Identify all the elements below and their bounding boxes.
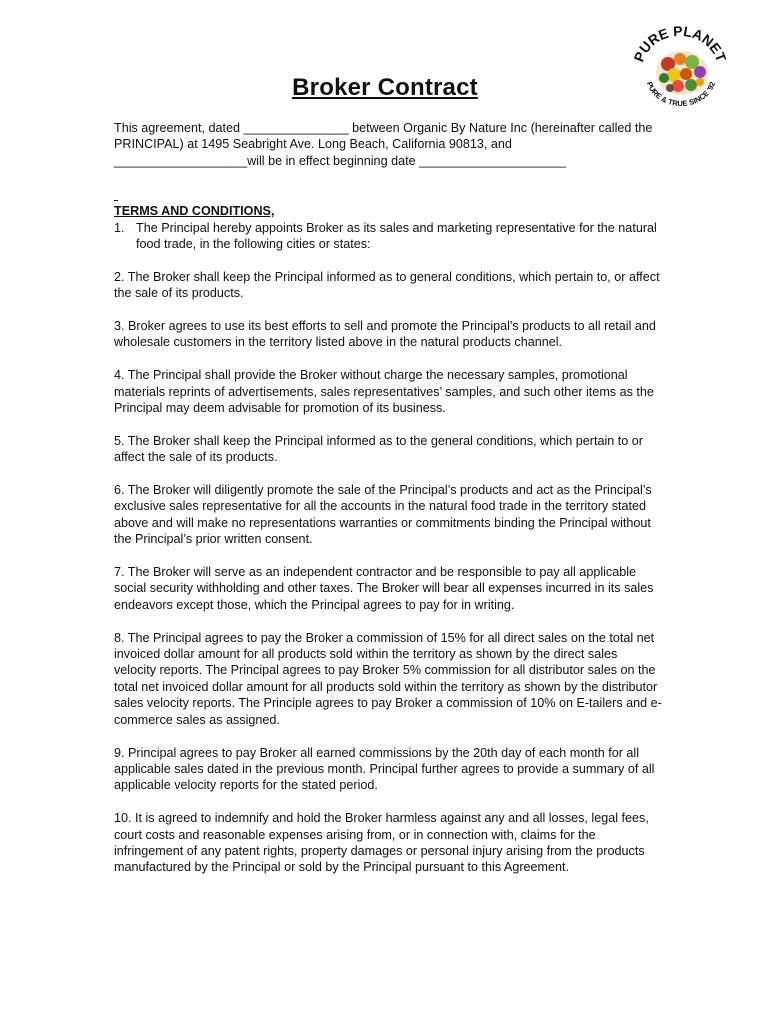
clause-8: 8. The Principal agrees to pay the Broker a commission of 15% for all direct sales on the total net invoiced dollar amount for all products sold within the territory as shown by the direct sales velocity reports. The Principal agrees to pay Broker 5% commission for all distributor sales on the total net invoiced dollar amount for all products sold within the territory as shown by the distributor sales velocity reports. The Principle agrees to pay Broker a commission of 10% on E-tailers and e-commerce sales as assigned. (114, 630, 662, 727)
intro-paragraph: This agreement, dated _______________ between Organic By Nature Inc (hereinafter called the PRINCIPAL) at 1495 Seabright Ave. Long Beach, California 90813, and ___________________will be in effect beginning date _____________________ (114, 121, 653, 168)
clause-3: 3. Broker agrees to use its best efforts to sell and promote the Principal's products to all retail and wholesale customers in the territory listed above in the natural products channel. (114, 319, 656, 350)
clause-7: 7. The Broker will serve as an independent contractor and be responsible to pay all applicable social security withholding and other taxes. The Broker will bear all expenses incurred in its sales endeavors except those, which the Principal agrees to pay for in writing. (114, 565, 654, 612)
clause-9: 9. Principal agrees to pay Broker all earned commissions by the 20th day of each month for all applicable sales dated in the previous month. Principal further agrees to provide a summary of all applicable velocity reports for the stated period. (114, 745, 655, 793)
clause-2: 2. The Broker shall keep the Principal informed as to general conditions, which pertain to, or affect the sale of its products. (114, 269, 660, 301)
svg-text:PURE PLANET: PURE PLANET (630, 26, 730, 65)
clause-1-number: 1. (114, 220, 125, 235)
document-title: Broker Contract (292, 74, 478, 101)
clause-10: 10. It is agreed to indemnify and hold the Broker harmless against any and all losses, legal fees, court costs and reasonable expenses arising from, or in connection with, claims for the infringement of any patent rights, property damages or personal injury arising from the products manufactured by the Principal or sold by the Principal pursuant to this Agreement. (114, 811, 649, 875)
svg-text:PURE & TRUE SINCE '92: PURE & TRUE SINCE '92 (644, 80, 718, 109)
clause-5: 5. The Broker shall keep the Principal informed as to the general conditions, which pertain to or affect the sale of its products. (114, 433, 643, 465)
clause-6: 6. The Broker will diligently promote the sale of the Principal’s products and act as the Principal’s exclusive sales representative for all the accounts in the natural food trade in the territory stated above and will make no representations warranties or commitments binding the Principal without the Principal’s prior written consent. (114, 483, 652, 547)
clause-1-text: The Principal hereby appoints Broker as its sales and marketing representative for the natural food trade, in the following cities or states: (136, 220, 657, 252)
terms-heading: TERMS AND CONDITIONS, (114, 204, 275, 219)
blank-mark (114, 169, 662, 203)
clause-1 (114, 220, 662, 253)
contract-body (114, 120, 662, 892)
clause-4: 4. The Principal shall provide the Broker without charge the necessary samples, promotional materials reprints of advertisements, sales representatives’ samples, and such other items as the Principal may deem advisable for promotion of its business. (114, 368, 654, 416)
